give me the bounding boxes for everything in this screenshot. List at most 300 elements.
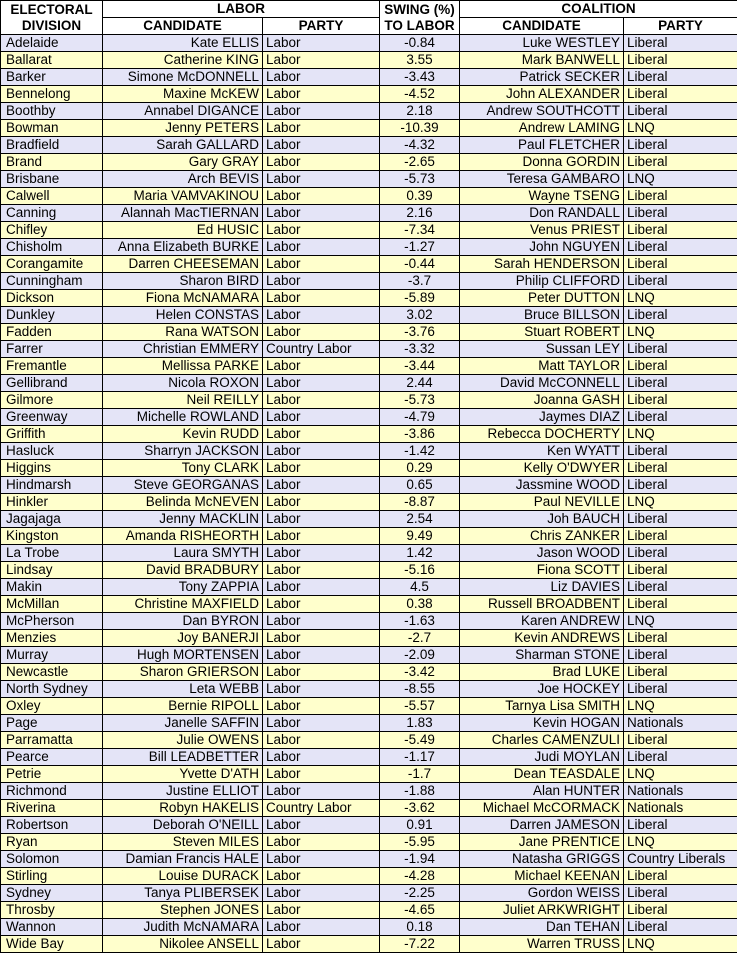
electoral-division-cell: Throsby [1,902,103,919]
swing-cell: -1.17 [380,749,460,766]
table-row [1,358,737,375]
table-row [1,545,737,562]
coalition-party-cell: LNQ [624,171,737,188]
swing-cell: 9.49 [380,528,460,545]
labor-candidate-cell: Neil REILLY [103,392,263,409]
electoral-division-cell: Calwell [1,188,103,205]
labor-party-cell: Labor [263,868,380,885]
coalition-party-cell: Liberal [624,409,737,426]
coalition-candidate-cell: Luke WESTLEY [460,35,624,52]
swing-cell: 0.29 [380,460,460,477]
table-row [1,783,737,800]
swing-cell: 0.39 [380,188,460,205]
header-labor-candidate: CANDIDATE [103,18,263,35]
coalition-candidate-cell: Dean TEASDALE [460,766,624,783]
labor-candidate-cell: Kate ELLIS [103,35,263,52]
coalition-candidate-cell: Alan HUNTER [460,783,624,800]
coalition-candidate-cell: Russell BROADBENT [460,596,624,613]
swing-cell: -3.43 [380,69,460,86]
coalition-candidate-cell: Paul FLETCHER [460,137,624,154]
labor-party-cell: Labor [263,630,380,647]
labor-party-cell: Labor [263,732,380,749]
swing-cell: 1.83 [380,715,460,732]
labor-candidate-cell: Simone McDONNELL [103,69,263,86]
table-row [1,103,737,120]
labor-candidate-cell: Tanya PLIBERSEK [103,885,263,902]
electoral-division-cell: Parramatta [1,732,103,749]
electoral-division-cell: Barker [1,69,103,86]
coalition-candidate-cell: Michael McCORMACK [460,800,624,817]
coalition-candidate-cell: Charles CAMENZULI [460,732,624,749]
table-row [1,766,737,783]
header-swing-line2: TO LABOR [384,17,455,33]
table-row [1,426,737,443]
coalition-party-cell: Liberal [624,103,737,120]
labor-candidate-cell: Hugh MORTENSEN [103,647,263,664]
labor-candidate-cell: Maxine McKEW [103,86,263,103]
coalition-candidate-cell: Philip CLIFFORD [460,273,624,290]
table-row [1,375,737,392]
table-row [1,868,737,885]
coalition-party-cell: Liberal [624,256,737,273]
swing-cell: -5.89 [380,290,460,307]
swing-cell: -1.94 [380,851,460,868]
coalition-candidate-cell: Darren JAMESON [460,817,624,834]
coalition-party-cell: LNQ [624,936,737,953]
electoral-division-cell: Cunningham [1,273,103,290]
labor-party-cell: Labor [263,324,380,341]
electoral-division-cell: La Trobe [1,545,103,562]
electoral-division-cell: Ballarat [1,52,103,69]
coalition-candidate-cell: Kelly O'DWYER [460,460,624,477]
labor-party-cell: Labor [263,358,380,375]
swing-cell: -2.65 [380,154,460,171]
coalition-candidate-cell: Teresa GAMBARO [460,171,624,188]
table-row [1,647,737,664]
coalition-candidate-cell: Joh BAUCH [460,511,624,528]
coalition-candidate-cell: Joe HOCKEY [460,681,624,698]
swing-cell: 3.02 [380,307,460,324]
table-row [1,341,737,358]
electoral-division-cell: McPherson [1,613,103,630]
table-row [1,256,737,273]
coalition-candidate-cell: Warren TRUSS [460,936,624,953]
labor-candidate-cell: Deborah O'NEILL [103,817,263,834]
table-row [1,681,737,698]
coalition-party-cell: Liberal [624,562,737,579]
swing-cell: -3.76 [380,324,460,341]
coalition-candidate-cell: Fiona SCOTT [460,562,624,579]
electoral-division-cell: Gilmore [1,392,103,409]
swing-cell: 3.55 [380,52,460,69]
coalition-candidate-cell: Jane PRENTICE [460,834,624,851]
coalition-candidate-cell: John ALEXANDER [460,86,624,103]
labor-candidate-cell: Dan BYRON [103,613,263,630]
coalition-party-cell: LNQ [624,290,737,307]
coalition-party-cell: Liberal [624,664,737,681]
coalition-candidate-cell: Brad LUKE [460,664,624,681]
table-row [1,800,737,817]
electoral-division-cell: Canning [1,205,103,222]
labor-candidate-cell: Amanda RISHEORTH [103,528,263,545]
labor-candidate-cell: Mellissa PARKE [103,358,263,375]
coalition-party-cell: Liberal [624,239,737,256]
labor-candidate-cell: Judith McNAMARA [103,919,263,936]
electoral-division-cell: Murray [1,647,103,664]
table-row [1,936,737,953]
coalition-candidate-cell: Andrew LAMING [460,120,624,137]
electoral-division-cell: Brand [1,154,103,171]
electoral-division-cell: Gellibrand [1,375,103,392]
labor-candidate-cell: Sharon BIRD [103,273,263,290]
swing-cell: -1.27 [380,239,460,256]
electoral-division-cell: Hinkler [1,494,103,511]
coalition-party-cell: Liberal [624,579,737,596]
coalition-candidate-cell: Kevin HOGAN [460,715,624,732]
swing-cell: 0.18 [380,919,460,936]
coalition-party-cell: Liberal [624,154,737,171]
labor-party-cell: Labor [263,222,380,239]
header-labor: LABOR [103,1,380,18]
coalition-candidate-cell: Jason WOOD [460,545,624,562]
labor-party-cell: Labor [263,664,380,681]
labor-candidate-cell: Annabel DIGANCE [103,103,263,120]
coalition-candidate-cell: Wayne TSENG [460,188,624,205]
labor-party-cell: Labor [263,579,380,596]
electoral-division-cell: Ryan [1,834,103,851]
swing-cell: 2.54 [380,511,460,528]
swing-cell: -1.42 [380,443,460,460]
coalition-party-cell: Liberal [624,817,737,834]
table-row [1,749,737,766]
swing-cell: -2.7 [380,630,460,647]
electoral-division-cell: Boothby [1,103,103,120]
header-coalition-party: PARTY [624,18,737,35]
labor-party-cell: Labor [263,426,380,443]
coalition-candidate-cell: Don RANDALL [460,205,624,222]
labor-candidate-cell: Arch BEVIS [103,171,263,188]
labor-candidate-cell: Robyn HAKELIS [103,800,263,817]
labor-candidate-cell: Catherine KING [103,52,263,69]
electoral-division-cell: Corangamite [1,256,103,273]
labor-party-cell: Labor [263,86,380,103]
swing-cell: -3.86 [380,426,460,443]
coalition-candidate-cell: Chris ZANKER [460,528,624,545]
coalition-party-cell: Liberal [624,732,737,749]
electoral-division-cell: Page [1,715,103,732]
electoral-division-cell: Jagajaga [1,511,103,528]
coalition-party-cell: Liberal [624,188,737,205]
coalition-party-cell: Liberal [624,630,737,647]
labor-candidate-cell: Michelle ROWLAND [103,409,263,426]
coalition-candidate-cell: Juliet ARKWRIGHT [460,902,624,919]
header-coalition: COALITION [460,1,737,18]
table-body [1,35,737,953]
electoral-division-cell: Chifley [1,222,103,239]
swing-cell: -4.32 [380,137,460,154]
labor-party-cell: Labor [263,307,380,324]
coalition-party-cell: Liberal [624,749,737,766]
coalition-party-cell: Nationals [624,800,737,817]
swing-cell: -0.84 [380,35,460,52]
labor-party-cell: Labor [263,290,380,307]
labor-candidate-cell: Jenny PETERS [103,120,263,137]
coalition-candidate-cell: Stuart ROBERT [460,324,624,341]
swing-cell: -0.44 [380,256,460,273]
coalition-candidate-cell: Mark BANWELL [460,52,624,69]
labor-party-cell: Labor [263,902,380,919]
coalition-party-cell: Liberal [624,902,737,919]
labor-party-cell: Labor [263,137,380,154]
coalition-party-cell: Liberal [624,35,737,52]
labor-party-cell: Labor [263,919,380,936]
labor-party-cell: Labor [263,69,380,86]
table-row [1,409,737,426]
electoral-division-cell: Menzies [1,630,103,647]
coalition-party-cell: Liberal [624,205,737,222]
swing-cell: -1.7 [380,766,460,783]
electoral-division-cell: Farrer [1,341,103,358]
header-electoral-division-line1: ELECTORAL [10,1,93,17]
coalition-party-cell: LNQ [624,613,737,630]
coalition-party-cell: Nationals [624,715,737,732]
coalition-candidate-cell: Peter DUTTON [460,290,624,307]
labor-party-cell: Labor [263,817,380,834]
coalition-party-cell: LNQ [624,120,737,137]
table-row [1,494,737,511]
labor-party-cell: Labor [263,715,380,732]
coalition-candidate-cell: Jassmine WOOD [460,477,624,494]
labor-party-cell: Country Labor [263,800,380,817]
coalition-party-cell: Nationals [624,783,737,800]
table-row [1,324,737,341]
table-row [1,902,737,919]
coalition-party-cell: Liberal [624,392,737,409]
coalition-party-cell: Liberal [624,137,737,154]
labor-party-cell: Labor [263,851,380,868]
coalition-party-cell: Liberal [624,86,737,103]
table-header [1,1,737,35]
electoral-division-cell: Kingston [1,528,103,545]
swing-cell: -7.34 [380,222,460,239]
labor-candidate-cell: Steve GEORGANAS [103,477,263,494]
coalition-candidate-cell: Judi MOYLAN [460,749,624,766]
swing-cell: -3.42 [380,664,460,681]
coalition-candidate-cell: Donna GORDIN [460,154,624,171]
labor-party-cell: Labor [263,409,380,426]
swing-cell: 0.91 [380,817,460,834]
coalition-candidate-cell: John NGUYEN [460,239,624,256]
labor-party-cell: Labor [263,613,380,630]
labor-party-cell: Labor [263,681,380,698]
coalition-party-cell: LNQ [624,834,737,851]
labor-party-cell: Labor [263,120,380,137]
table-row [1,613,737,630]
coalition-candidate-cell: Dan TEHAN [460,919,624,936]
swing-cell: -8.87 [380,494,460,511]
table-row [1,460,737,477]
table-row [1,732,737,749]
swing-cell: 1.42 [380,545,460,562]
swing-cell: -4.79 [380,409,460,426]
labor-party-cell: Labor [263,35,380,52]
swing-cell: -8.55 [380,681,460,698]
electoral-division-cell: Higgins [1,460,103,477]
coalition-candidate-cell: Tarnya Lisa SMITH [460,698,624,715]
labor-party-cell: Labor [263,171,380,188]
labor-party-cell: Labor [263,749,380,766]
coalition-party-cell: Liberal [624,222,737,239]
labor-candidate-cell: Christine MAXFIELD [103,596,263,613]
coalition-party-cell: Liberal [624,52,737,69]
header-electoral-division [1,1,103,35]
coalition-candidate-cell: Karen ANDREW [460,613,624,630]
table-row [1,52,737,69]
labor-candidate-cell: Joy BANERJI [103,630,263,647]
labor-candidate-cell: Maria VAMVAKINOU [103,188,263,205]
electoral-division-cell: Makin [1,579,103,596]
coalition-party-cell: LNQ [624,494,737,511]
electoral-division-cell: Griffith [1,426,103,443]
labor-candidate-cell: Sharryn JACKSON [103,443,263,460]
coalition-candidate-cell: Michael KEENAN [460,868,624,885]
swing-cell: -4.65 [380,902,460,919]
labor-party-cell: Labor [263,562,380,579]
electoral-division-cell: Fadden [1,324,103,341]
labor-party-cell: Labor [263,256,380,273]
coalition-candidate-cell: Sarah HENDERSON [460,256,624,273]
labor-party-cell: Labor [263,52,380,69]
swing-cell: -5.49 [380,732,460,749]
labor-candidate-cell: Steven MILES [103,834,263,851]
coalition-candidate-cell: Rebecca DOCHERTY [460,426,624,443]
coalition-candidate-cell: Gordon WEISS [460,885,624,902]
swing-cell: -2.25 [380,885,460,902]
swing-cell: -3.7 [380,273,460,290]
labor-candidate-cell: Tony ZAPPIA [103,579,263,596]
table-row [1,698,737,715]
labor-candidate-cell: Bill LEADBETTER [103,749,263,766]
table-row [1,664,737,681]
labor-party-cell: Labor [263,375,380,392]
coalition-party-cell: Liberal [624,919,737,936]
electoral-division-cell: Robertson [1,817,103,834]
electoral-division-cell: Newcastle [1,664,103,681]
electoral-division-cell: Sydney [1,885,103,902]
labor-candidate-cell: Christian EMMERY [103,341,263,358]
electoral-division-cell: Greenway [1,409,103,426]
swing-cell: -10.39 [380,120,460,137]
labor-party-cell: Labor [263,936,380,953]
labor-candidate-cell: Bernie RIPOLL [103,698,263,715]
electoral-division-cell: Richmond [1,783,103,800]
coalition-party-cell: LNQ [624,324,737,341]
electoral-division-cell: Hindmarsh [1,477,103,494]
table-row [1,579,737,596]
coalition-candidate-cell: Natasha GRIGGS [460,851,624,868]
swing-cell: 2.18 [380,103,460,120]
coalition-party-cell: Liberal [624,868,737,885]
table-row [1,443,737,460]
coalition-party-cell: Liberal [624,358,737,375]
coalition-party-cell: Liberal [624,460,737,477]
table-row [1,171,737,188]
electoral-division-cell: Pearce [1,749,103,766]
table-row [1,817,737,834]
table-row [1,35,737,52]
table-row [1,511,737,528]
swing-cell: -5.73 [380,392,460,409]
swing-cell: 4.5 [380,579,460,596]
labor-candidate-cell: Ed HUSIC [103,222,263,239]
coalition-candidate-cell: Jaymes DIAZ [460,409,624,426]
table-row [1,154,737,171]
labor-candidate-cell: Alannah MacTIERNAN [103,205,263,222]
labor-party-cell: Labor [263,392,380,409]
coalition-candidate-cell: Paul NEVILLE [460,494,624,511]
table-row [1,86,737,103]
electoral-division-cell: Bradfield [1,137,103,154]
table-row [1,885,737,902]
labor-party-cell: Labor [263,698,380,715]
labor-candidate-cell: Helen CONSTAS [103,307,263,324]
coalition-party-cell: Liberal [624,273,737,290]
labor-party-cell: Labor [263,885,380,902]
coalition-candidate-cell: David McCONNELL [460,375,624,392]
swing-cell: 0.38 [380,596,460,613]
coalition-candidate-cell: Ken WYATT [460,443,624,460]
labor-party-cell: Labor [263,834,380,851]
table-row [1,562,737,579]
swing-cell: -5.73 [380,171,460,188]
coalition-candidate-cell: Venus PRIEST [460,222,624,239]
labor-candidate-cell: Darren CHEESEMAN [103,256,263,273]
electoral-division-cell: Riverina [1,800,103,817]
labor-party-cell: Labor [263,766,380,783]
labor-candidate-cell: Yvette D'ATH [103,766,263,783]
swing-cell: -1.88 [380,783,460,800]
swing-cell: -5.16 [380,562,460,579]
labor-candidate-cell: Nicola ROXON [103,375,263,392]
electoral-division-cell: Wide Bay [1,936,103,953]
header-swing-line1: SWING (%) [384,1,455,17]
table-row [1,69,737,86]
table-row [1,851,737,868]
swing-cell: -3.44 [380,358,460,375]
labor-candidate-cell: Stephen JONES [103,902,263,919]
electoral-division-cell: Adelaide [1,35,103,52]
table-row [1,222,737,239]
labor-party-cell: Labor [263,443,380,460]
table-row [1,273,737,290]
table-row [1,137,737,154]
labor-candidate-cell: Louise DURACK [103,868,263,885]
labor-candidate-cell: Belinda McNEVEN [103,494,263,511]
header-electoral-division-line2: DIVISION [21,17,82,33]
coalition-party-cell: Liberal [624,681,737,698]
coalition-party-cell: Liberal [624,341,737,358]
electoral-division-cell: Oxley [1,698,103,715]
table-row [1,290,737,307]
table-row [1,528,737,545]
electoral-division-cell: Wannon [1,919,103,936]
coalition-party-cell: Liberal [624,477,737,494]
header-coalition-candidate: CANDIDATE [460,18,624,35]
coalition-party-cell: Liberal [624,307,737,324]
coalition-candidate-cell: Sussan LEY [460,341,624,358]
coalition-party-cell: Country Liberals [624,851,737,868]
labor-candidate-cell: David BRADBURY [103,562,263,579]
